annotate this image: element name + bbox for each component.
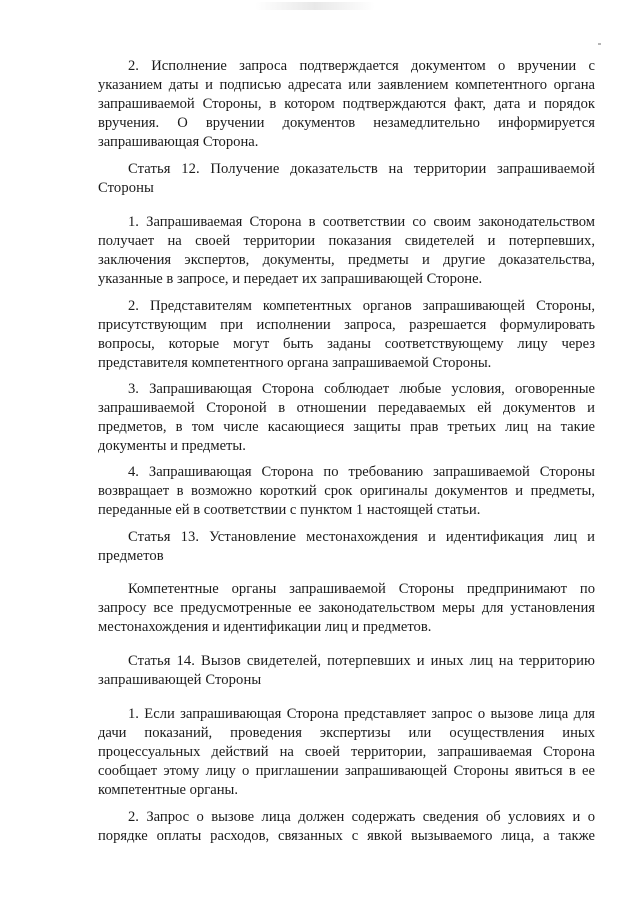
heading-article-13: Статья 13. Установление местонахождения и идентификация лиц и предметов bbox=[98, 529, 595, 564]
scan-artifact bbox=[255, 2, 375, 10]
paragraph-article-13-text: Компетентные органы запрашиваемой Стороны предпринимают по запросу все предусмотренные ее законодательством меры для установления местонахождения и идентификации лиц и предметов. bbox=[98, 581, 595, 635]
paragraph-article-12-item-4: 4. Запрашивающая Сторона по требованию запрашиваемой Стороны возвращает в возможно короткий срок оригиналы документов и предметы, переданные ей в соответствии с пунктом 1 настоящей статьи. bbox=[98, 464, 595, 518]
paragraph-article-11-item-2: 2. Исполнение запроса подтверждается документом о вручении с указанием даты и подписью адресата или заявлением компетентного органа запрашиваемой Стороны, в котором подтверждаются факт, дата и порядок вручения. О вручении документов незамедлительно информируется запрашивающая Сторона. bbox=[98, 58, 595, 150]
heading-article-14: Статья 14. Вызов свидетелей, потерпевших и иных лиц на территорию запрашивающей Стороны bbox=[98, 653, 595, 688]
paragraph-article-12-item-3: 3. Запрашивающая Сторона соблюдает любые условия, оговоренные запрашиваемой Стороной в отношении передаваемых ей документов и предметов, в том числе касающиеся защиты прав третьих лиц на такие документы и предметы. bbox=[98, 381, 595, 454]
paragraph-article-12-item-1: 1. Запрашиваемая Сторона в соответствии со своим законодательством получает на своей территории показания свидетелей и потерпевших, заключения экспертов, документы, предметы и другие доказательства, указанные в запросе, и передает их запрашивающей Стороне. bbox=[98, 214, 595, 287]
paragraph-article-14-item-2: 2. Запрос о вызове лица должен содержать сведения об условиях и о порядке оплаты расходов, связанных с явкой вызываемого лица, а также bbox=[98, 809, 595, 844]
scan-dot bbox=[598, 43, 601, 45]
heading-article-12: Статья 12. Получение доказательств на территории запрашиваемой Стороны bbox=[98, 161, 595, 196]
paragraph-article-12-item-2: 2. Представителям компетентных органов запрашивающей Стороны, присутствующим при исполнении запроса, разрешается формулировать вопросы, которые могут быть заданы соответствующему лицу через представителя компетентного органа запрашиваемой Стороны. bbox=[98, 298, 595, 371]
paragraph-article-14-item-1: 1. Если запрашивающая Сторона представляет запрос о вызове лица для дачи показаний, проведения экспертизы или осуществления иных процессуальных действий на своей территории, запрашиваемая Сторона сообщает этому лицу о приглашении запрашивающей Стороны явиться в ее компетентные органы. bbox=[98, 706, 595, 798]
